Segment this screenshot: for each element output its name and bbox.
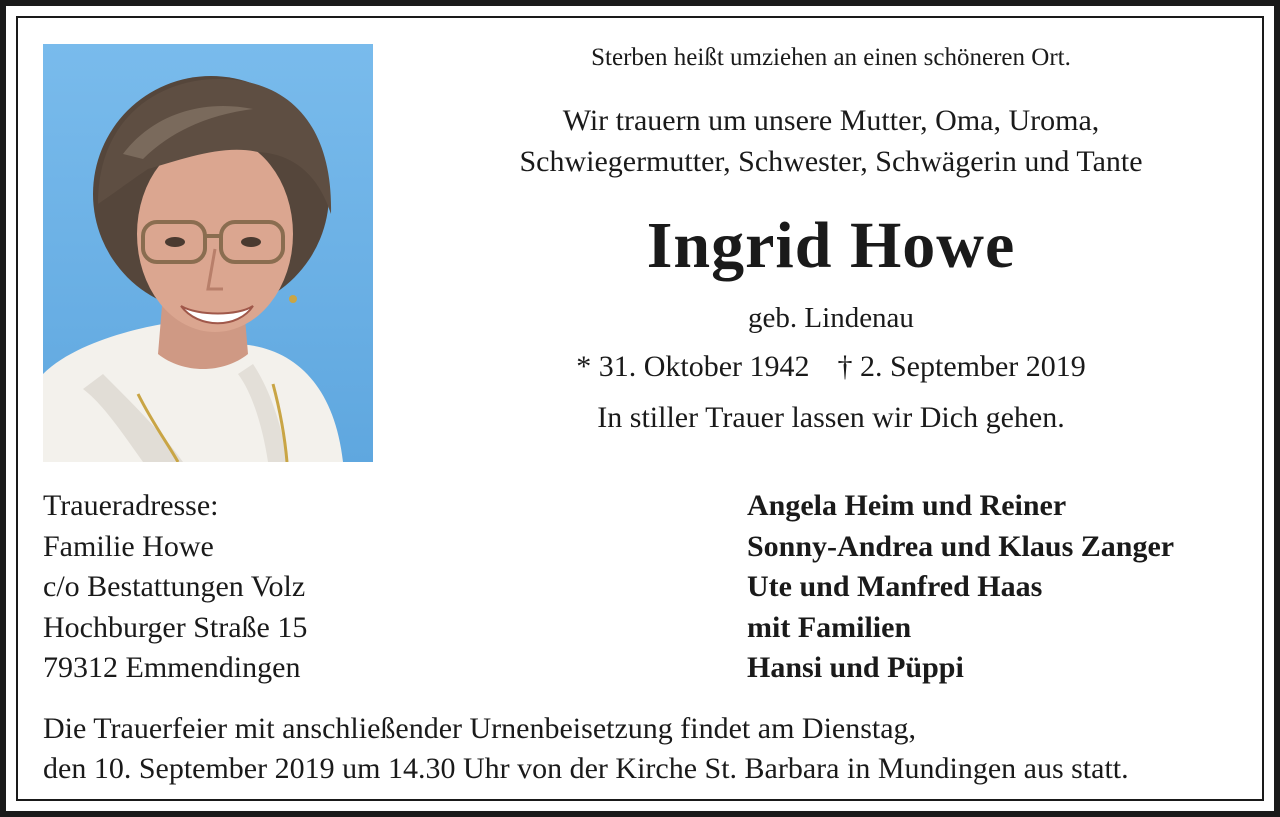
ceremony-line: den 10. September 2019 um 14.30 Uhr von der Kirche St. Barbara in Mundingen aus statt.: [43, 752, 1129, 785]
portrait-photo: [43, 44, 373, 462]
family-line: Angela Heim und Reiner: [747, 489, 1067, 522]
ceremony-line: Die Trauerfeier mit anschließender Urnenbeisetzung findet am Dienstag,: [43, 712, 917, 745]
address-line: Traueradresse:: [43, 489, 219, 522]
deceased-name: Ingrid Howe: [646, 209, 1016, 282]
death-date: † 2. September 2019: [837, 350, 1086, 383]
address-line: Familie Howe: [43, 529, 214, 563]
birth-date: * 31. Oktober 1942: [576, 350, 810, 383]
family-line: Hansi und Püppi: [747, 651, 964, 684]
mourning-text: [416, 100, 1246, 182]
family-line: mit Familien: [747, 610, 912, 644]
mourning-line: Wir trauern um unsere Mutter, Oma, Uroma,: [562, 104, 1100, 137]
mourning-address: [43, 486, 307, 689]
family-line: Sonny-Andrea und Klaus Zanger: [747, 529, 1175, 563]
life-dates: [416, 350, 1246, 384]
motto: Sterben heißt umziehen an einen schöneren Ort.: [591, 44, 1071, 71]
farewell-text: In stiller Trauer lassen wir Dich gehen.: [597, 401, 1065, 434]
birth-name: geb. Lindenau: [748, 302, 914, 334]
ceremony-notice: [43, 709, 1129, 789]
mourning-line: Schwiegermutter, Schwester, Schwägerin und Tante: [519, 145, 1143, 178]
family-signatures: [747, 486, 1174, 689]
address-line: Hochburger Straße 15: [43, 610, 308, 644]
address-line: 79312 Emmendingen: [43, 651, 301, 684]
address-line: c/o Bestattungen Volz: [43, 570, 306, 603]
family-line: Ute und Manfred Haas: [747, 570, 1043, 603]
